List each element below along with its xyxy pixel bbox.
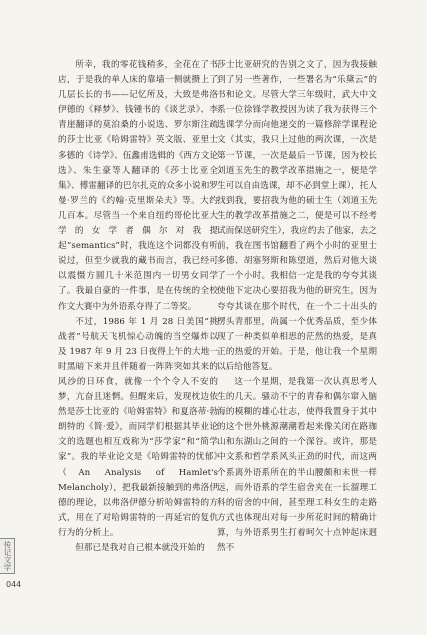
text-column-left xyxy=(58,58,218,556)
page-number: 044 xyxy=(6,580,22,589)
paragraph: 这一个星期，是我第一次认真思考人生的几天。骚动不宁的青春和偶尔窜入脑海的模糊的雄心壮志，使得我置身于其中的这个世外桃源潮潮看起来像关闭在路珈山和东湖山之间的一个深谷。或许，那是中文系和哲学系风头正劲的时代，而这两个系离外语系所在的半山腰颇和未世一样远，而外语系的学生宿舍夹在一长溜理工科的宿舍的中间，甚至理工科女生的走路方式也体现出对每一步所花时间的精确计算，与外语系男生打着呵欠十点钟起床迥然不 xyxy=(217,376,377,553)
section-label: 传记文学 xyxy=(3,541,12,571)
paragraph: 莎士比亚研究的告别之文了，因为我接触到了另一些著作，一些署名为“乐黛云”的书和论文。尽管大学三年级时，武大中文系一位徐锋学教授因为读了我为获得三个选课学分而向他递交的一篇修辞学课程论文（其实，我只上过他的两次课，一次是第一节课，一次是最后一节课，因为校长刘道玉先生的教学改革措施之一，便是学生可以自由选课，却不必到堂上课），托人找到我，要招我为他的硕士生（刘道玉先生的教学改革措施之二，便是可以不经考试而保送研究生），我应约去了他家，去之前，我在图书馆翻看了两个小时的亚里士多德、胡塞努斯和陈望道，然后对他大谈了一个小时。我相信一定是我的夸夸其谈使他下定决心要招我为他的研究生，因为夸夸其谈在那个时代，在一个二十出头的楞头青那里，尚属一个优秀品质，至少体现了一种类似单相思的茫然的热爱，是真正的热爱的开始。于是，他让我一个星期以后给他答复。 xyxy=(217,60,377,372)
text-column-right xyxy=(217,58,377,556)
paragraph: 但那已是我对自己根本就没开始的 xyxy=(75,543,205,553)
paragraph: 所幸，我的零花钱稍多，全花在了书店，于是我的单人床的靠墙一侧就攒上了几层长长的书——记忆所及，大致是弗洛伊德的《释梦》、钱锺书的《谈艺录》、李青崖翻译的莫泊桑的小说选、罗尔斯注疏的莎士比亚《哈姆雷特》英文版、亚里士多德的《诗学》、伍蠡甫选辑的《西方文论选》、朱生豪等人翻译的《莎士比亚全集》、傅雷翻译的巴尔扎克的众多小说和罗曼·罗兰的《约翰·克里斯朵夫》等。大约几百本。尽管当一个来自纽约哥伦比亚大学的女学者偶尔对我提起“semantics”时，我连这个词都没有听说过，但至少就我的藏书而言，我已经可以震慑方圆几十米范围内一切男女同学了。我最自豪的一件事，是在传统的全校作文大赛中为外语系夺得了二等奖。 xyxy=(58,60,218,312)
paragraph: 不过，1986 年 1 月 28 日美国“挑战者”号航天飞机惊心动魄的当空爆炸以及 1987 年 9 月 23 日夜得上午的大地一时黑暗下来并且伴随着一阵阵突如其来的风沙的日环食，就像一个个令人不安的梦，亢奋且迷惘。但醒来后，发现枕边依然是莎士比亚的《哈姆雷特》和夏洛蒂·勃朗特的《简·爱》，而同学们根据其毕业论文的选题也相互戏称为“莎学家”和“简学家”。我的毕业论文是《哈姆雷特的忧郁》（An Analysis of Hamlet's Melancholy），把我最新接触到的弗洛伊德的理论，以弗洛伊德分析哈姆雷特的方式，用在了对哈姆雷特的一再延宕的复仇行为的分析上。 xyxy=(58,316,218,538)
